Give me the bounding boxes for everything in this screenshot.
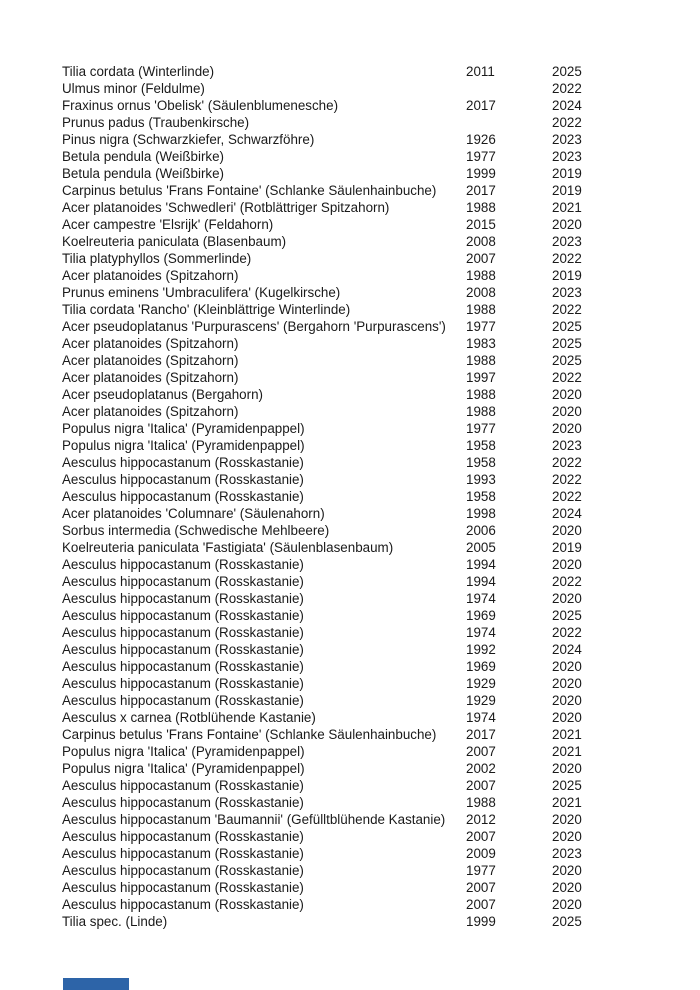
year-col-1: 1977 bbox=[466, 149, 496, 164]
tree-name: Aesculus hippocastanum (Rosskastanie) bbox=[62, 659, 304, 674]
table-row bbox=[62, 607, 622, 624]
year-col-1: 2002 bbox=[466, 761, 496, 776]
year-col-2: 2024 bbox=[552, 642, 582, 657]
year-col-2: 2020 bbox=[552, 761, 582, 776]
year-col-2: 2022 bbox=[552, 472, 582, 487]
tree-name: Ulmus minor (Feldulme) bbox=[62, 81, 205, 96]
year-col-2: 2020 bbox=[552, 523, 582, 538]
year-col-2: 2022 bbox=[552, 251, 582, 266]
year-col-1: 1974 bbox=[466, 591, 496, 606]
tree-name: Aesculus x carnea (Rotblühende Kastanie) bbox=[62, 710, 316, 725]
tree-name: Aesculus hippocastanum (Rosskastanie) bbox=[62, 829, 304, 844]
table-row bbox=[62, 641, 622, 658]
tree-name: Populus nigra 'Italica' (Pyramidenpappel) bbox=[62, 744, 305, 759]
year-col-1: 1958 bbox=[466, 489, 496, 504]
tree-name: Acer campestre 'Elsrijk' (Feldahorn) bbox=[62, 217, 274, 232]
year-col-1 bbox=[466, 114, 552, 131]
table-row bbox=[62, 488, 622, 505]
year-col-2: 2023 bbox=[552, 846, 582, 861]
table-row bbox=[62, 352, 622, 369]
tree-name: Acer platanoides (Spitzahorn) bbox=[62, 268, 239, 283]
year-col-1: 1988 bbox=[466, 302, 496, 317]
year-col-2: 2025 bbox=[552, 914, 582, 929]
year-col-2: 2020 bbox=[552, 812, 582, 827]
tree-name: Aesculus hippocastanum (Rosskastanie) bbox=[62, 472, 304, 487]
year-col-1: 1929 bbox=[466, 676, 496, 691]
table-row bbox=[62, 250, 622, 267]
year-col-1: 1977 bbox=[466, 319, 496, 334]
year-col-1: 2012 bbox=[466, 812, 496, 827]
table-row bbox=[62, 131, 622, 148]
year-col-2: 2022 bbox=[552, 625, 582, 640]
tree-name: Aesculus hippocastanum (Rosskastanie) bbox=[62, 863, 304, 878]
tree-name: Aesculus hippocastanum (Rosskastanie) bbox=[62, 693, 304, 708]
tree-list bbox=[62, 63, 622, 930]
table-row bbox=[62, 845, 622, 862]
year-col-1: 1983 bbox=[466, 336, 496, 351]
tree-name: Acer pseudoplatanus 'Purpurascens' (Bergahorn 'Purpurascens') bbox=[62, 319, 446, 334]
year-col-1: 1994 bbox=[466, 557, 496, 572]
tree-name: Aesculus hippocastanum (Rosskastanie) bbox=[62, 676, 304, 691]
table-row bbox=[62, 505, 622, 522]
table-row bbox=[62, 522, 622, 539]
year-col-1: 1977 bbox=[466, 421, 496, 436]
tree-name: Tilia platyphyllos (Sommerlinde) bbox=[62, 251, 252, 266]
year-col-2: 2023 bbox=[552, 149, 582, 164]
year-col-1: 2007 bbox=[466, 880, 496, 895]
year-col-2: 2020 bbox=[552, 863, 582, 878]
table-row bbox=[62, 658, 622, 675]
tree-name: Koelreuteria paniculata (Blasenbaum) bbox=[62, 234, 287, 249]
year-col-2: 2020 bbox=[552, 557, 582, 572]
table-row bbox=[62, 726, 622, 743]
year-col-2: 2022 bbox=[552, 489, 582, 504]
year-col-2: 2022 bbox=[552, 370, 582, 385]
year-col-2: 2022 bbox=[552, 302, 582, 317]
year-col-1: 1929 bbox=[466, 693, 496, 708]
tree-name: Tilia cordata (Winterlinde) bbox=[62, 64, 215, 79]
table-row bbox=[62, 624, 622, 641]
tree-name: Aesculus hippocastanum (Rosskastanie) bbox=[62, 455, 304, 470]
table-row bbox=[62, 301, 622, 318]
tree-name: Populus nigra 'Italica' (Pyramidenpappel) bbox=[62, 438, 305, 453]
tree-name: Aesculus hippocastanum (Rosskastanie) bbox=[62, 642, 304, 657]
bottom-blue-bar bbox=[63, 978, 129, 990]
tree-name: Betula pendula (Weißbirke) bbox=[62, 166, 225, 181]
table-row bbox=[62, 573, 622, 590]
year-col-2: 2024 bbox=[552, 98, 582, 113]
table-row bbox=[62, 539, 622, 556]
year-col-2: 2020 bbox=[552, 387, 582, 402]
year-col-1: 2005 bbox=[466, 540, 496, 555]
year-col-1: 1974 bbox=[466, 710, 496, 725]
table-row bbox=[62, 794, 622, 811]
table-row bbox=[62, 284, 622, 301]
table-row bbox=[62, 80, 622, 97]
year-col-1: 1969 bbox=[466, 659, 496, 674]
tree-name: Acer platanoides 'Schwedleri' (Rotblättriger Spitzahorn) bbox=[62, 200, 390, 215]
year-col-2: 2023 bbox=[552, 132, 582, 147]
tree-name: Tilia spec. (Linde) bbox=[62, 914, 168, 929]
year-col-1: 1974 bbox=[466, 625, 496, 640]
year-col-1: 1994 bbox=[466, 574, 496, 589]
table-row bbox=[62, 267, 622, 284]
year-col-2: 2020 bbox=[552, 693, 582, 708]
tree-name: Aesculus hippocastanum (Rosskastanie) bbox=[62, 557, 304, 572]
year-col-2: 2020 bbox=[552, 897, 582, 912]
year-col-2: 2023 bbox=[552, 234, 582, 249]
year-col-2: 2020 bbox=[552, 659, 582, 674]
year-col-2: 2022 bbox=[552, 81, 582, 96]
year-col-1: 1988 bbox=[466, 404, 496, 419]
year-col-2: 2025 bbox=[552, 608, 582, 623]
year-col-1: 2017 bbox=[466, 98, 496, 113]
year-col-2: 2021 bbox=[552, 727, 582, 742]
year-col-1: 2006 bbox=[466, 523, 496, 538]
table-row bbox=[62, 97, 622, 114]
year-col-1: 1977 bbox=[466, 863, 496, 878]
year-col-1: 2007 bbox=[466, 897, 496, 912]
year-col-2: 2025 bbox=[552, 336, 582, 351]
year-col-1: 1988 bbox=[466, 795, 496, 810]
year-col-1: 1958 bbox=[466, 455, 496, 470]
year-col-1: 2008 bbox=[466, 234, 496, 249]
year-col-1: 2009 bbox=[466, 846, 496, 861]
year-col-1: 2007 bbox=[466, 744, 496, 759]
tree-name: Aesculus hippocastanum (Rosskastanie) bbox=[62, 778, 304, 793]
year-col-2: 2019 bbox=[552, 268, 582, 283]
year-col-2: 2023 bbox=[552, 285, 582, 300]
table-row bbox=[62, 454, 622, 471]
year-col-1: 1992 bbox=[466, 642, 496, 657]
year-col-1: 2011 bbox=[466, 64, 495, 79]
year-col-2: 2020 bbox=[552, 676, 582, 691]
year-col-1: 1958 bbox=[466, 438, 496, 453]
tree-name: Aesculus hippocastanum (Rosskastanie) bbox=[62, 489, 304, 504]
table-row bbox=[62, 896, 622, 913]
table-row bbox=[62, 199, 622, 216]
table-row bbox=[62, 335, 622, 352]
table-row bbox=[62, 828, 622, 845]
year-col-1: 2017 bbox=[466, 183, 496, 198]
tree-name: Prunus padus (Traubenkirsche) bbox=[62, 115, 250, 130]
tree-name: Tilia cordata 'Rancho' (Kleinblättrige Winterlinde) bbox=[62, 302, 351, 317]
tree-name: Carpinus betulus 'Frans Fontaine' (Schlanke Säulenhainbuche) bbox=[62, 183, 437, 198]
table-row bbox=[62, 692, 622, 709]
year-col-1: 2007 bbox=[466, 778, 496, 793]
year-col-1: 1926 bbox=[466, 132, 496, 147]
year-col-2: 2020 bbox=[552, 404, 582, 419]
table-row bbox=[62, 556, 622, 573]
tree-name: Aesculus hippocastanum (Rosskastanie) bbox=[62, 574, 304, 589]
table-row bbox=[62, 709, 622, 726]
tree-name: Aesculus hippocastanum (Rosskastanie) bbox=[62, 625, 304, 640]
year-col-2: 2025 bbox=[552, 353, 582, 368]
year-col-1: 1988 bbox=[466, 387, 496, 402]
table-row bbox=[62, 369, 622, 386]
year-col-2: 2019 bbox=[552, 166, 582, 181]
table-row bbox=[62, 471, 622, 488]
tree-name: Aesculus hippocastanum (Rosskastanie) bbox=[62, 795, 304, 810]
tree-name: Populus nigra 'Italica' (Pyramidenpappel) bbox=[62, 761, 305, 776]
year-col-2: 2022 bbox=[552, 455, 582, 470]
year-col-1: 2017 bbox=[466, 727, 496, 742]
tree-name: Aesculus hippocastanum (Rosskastanie) bbox=[62, 608, 304, 623]
year-col-1: 1993 bbox=[466, 472, 496, 487]
year-col-1: 1988 bbox=[466, 353, 496, 368]
year-col-1: 2007 bbox=[466, 251, 496, 266]
tree-name: Aesculus hippocastanum 'Baumannii' (Gefülltblühende Kastanie) bbox=[62, 812, 446, 827]
year-col-2: 2020 bbox=[552, 591, 582, 606]
table-row bbox=[62, 760, 622, 777]
year-col-2: 2021 bbox=[552, 200, 582, 215]
table-row bbox=[62, 777, 622, 794]
table-row bbox=[62, 403, 622, 420]
year-col-1: 1997 bbox=[466, 370, 496, 385]
tree-name: Betula pendula (Weißbirke) bbox=[62, 149, 225, 164]
tree-name: Acer platanoides (Spitzahorn) bbox=[62, 404, 239, 419]
table-row bbox=[62, 318, 622, 335]
table-row bbox=[62, 420, 622, 437]
table-row bbox=[62, 811, 622, 828]
tree-name: Acer platanoides (Spitzahorn) bbox=[62, 353, 239, 368]
table-row bbox=[62, 437, 622, 454]
table-row bbox=[62, 63, 622, 80]
tree-name: Acer platanoides 'Columnare' (Säulenahorn) bbox=[62, 506, 325, 521]
year-col-2: 2020 bbox=[552, 710, 582, 725]
year-col-2: 2020 bbox=[552, 829, 582, 844]
tree-name: Acer platanoides (Spitzahorn) bbox=[62, 370, 239, 385]
year-col-2: 2025 bbox=[552, 319, 582, 334]
year-col-2: 2022 bbox=[552, 574, 582, 589]
year-col-1 bbox=[466, 80, 552, 97]
table-row bbox=[62, 862, 622, 879]
table-row bbox=[62, 114, 622, 131]
tree-name: Acer pseudoplatanus (Bergahorn) bbox=[62, 387, 263, 402]
year-col-2: 2019 bbox=[552, 540, 582, 555]
table-row bbox=[62, 233, 622, 250]
tree-name: Populus nigra 'Italica' (Pyramidenpappel) bbox=[62, 421, 305, 436]
year-col-1: 1998 bbox=[466, 506, 496, 521]
year-col-2: 2020 bbox=[552, 880, 582, 895]
year-col-2: 2023 bbox=[552, 438, 582, 453]
year-col-1: 2007 bbox=[466, 829, 496, 844]
tree-name: Prunus eminens 'Umbraculifera' (Kugelkirsche) bbox=[62, 285, 341, 300]
year-col-1: 2015 bbox=[466, 217, 496, 232]
year-col-2: 2025 bbox=[552, 778, 582, 793]
year-col-2: 2025 bbox=[552, 64, 582, 79]
table-row bbox=[62, 913, 622, 930]
year-col-1: 1969 bbox=[466, 608, 496, 623]
table-row bbox=[62, 216, 622, 233]
year-col-2: 2021 bbox=[552, 744, 582, 759]
year-col-1: 1999 bbox=[466, 166, 496, 181]
tree-name: Aesculus hippocastanum (Rosskastanie) bbox=[62, 897, 304, 912]
year-col-1: 1999 bbox=[466, 914, 496, 929]
tree-name: Aesculus hippocastanum (Rosskastanie) bbox=[62, 880, 304, 895]
table-row bbox=[62, 165, 622, 182]
tree-name: Koelreuteria paniculata 'Fastigiata' (Säulenblasenbaum) bbox=[62, 540, 394, 555]
year-col-2: 2020 bbox=[552, 217, 582, 232]
year-col-2: 2019 bbox=[552, 183, 582, 198]
table-row bbox=[62, 148, 622, 165]
year-col-2: 2022 bbox=[552, 115, 582, 130]
year-col-2: 2021 bbox=[552, 795, 582, 810]
year-col-2: 2024 bbox=[552, 506, 582, 521]
year-col-1: 2008 bbox=[466, 285, 496, 300]
table-row bbox=[62, 879, 622, 896]
tree-name: Fraxinus ornus 'Obelisk' (Säulenblumenesche) bbox=[62, 98, 339, 113]
table-row bbox=[62, 590, 622, 607]
year-col-1: 1988 bbox=[466, 200, 496, 215]
table-row bbox=[62, 743, 622, 760]
tree-name: Pinus nigra (Schwarzkiefer, Schwarzföhre) bbox=[62, 132, 315, 147]
tree-name: Carpinus betulus 'Frans Fontaine' (Schlanke Säulenhainbuche) bbox=[62, 727, 437, 742]
tree-name: Aesculus hippocastanum (Rosskastanie) bbox=[62, 846, 304, 861]
tree-name: Aesculus hippocastanum (Rosskastanie) bbox=[62, 591, 304, 606]
table-row bbox=[62, 675, 622, 692]
tree-name: Acer platanoides (Spitzahorn) bbox=[62, 336, 239, 351]
year-col-2: 2020 bbox=[552, 421, 582, 436]
tree-name: Sorbus intermedia (Schwedische Mehlbeere) bbox=[62, 523, 330, 538]
year-col-1: 1988 bbox=[466, 268, 496, 283]
table-row bbox=[62, 386, 622, 403]
table-row bbox=[62, 182, 622, 199]
